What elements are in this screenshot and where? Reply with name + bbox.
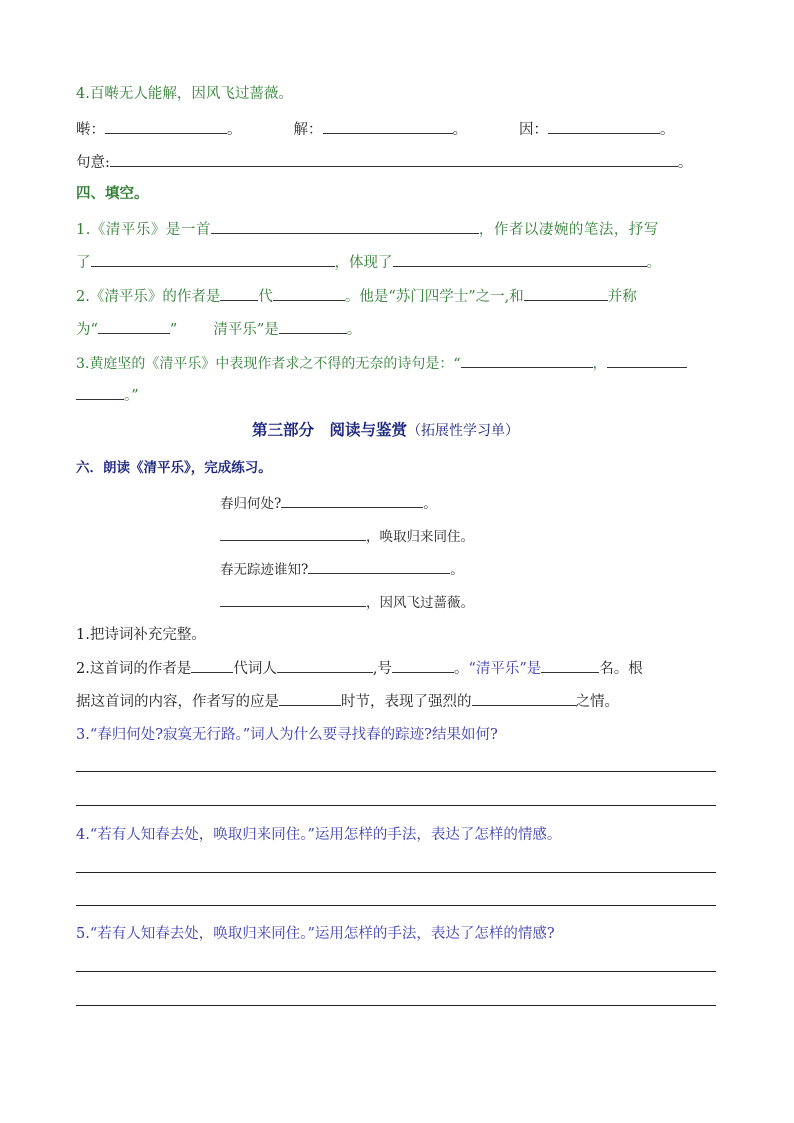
poem-blank-1[interactable] [281, 492, 423, 508]
question-4-text: 4.“若有人知春去处，唤取归来同住。”运用怎样的手法，表达了怎样的情感。 [76, 827, 562, 843]
fill-2-text-a: 2.《清平乐》的作者是 [76, 289, 221, 305]
poem-blank-3[interactable] [308, 558, 450, 574]
meaning-label: 句意: [76, 155, 110, 171]
q2-text-e: “清平乐”是 [468, 661, 542, 677]
zhuan-label: 啭： [76, 122, 105, 138]
poem-line-3-text: 春无踪迹谁知? [220, 562, 309, 578]
zhuan-blank[interactable] [105, 118, 227, 134]
fill-item-1-line-2 [76, 251, 661, 273]
fill-3-text-a: 3.黄庭坚的《清平乐》中表现作者求之不得的无奈的诗句是：“ [76, 356, 461, 372]
fill-3-blank-2a[interactable] [607, 352, 687, 368]
fill-1-text-d: ，体现了 [334, 255, 393, 271]
fill-1-blank-1[interactable] [211, 218, 479, 234]
poem-line-4 [220, 591, 474, 611]
question-1-text: 1.把诗词补充完整。 [76, 627, 206, 643]
period: 。 [677, 155, 693, 171]
fill-1-blank-2[interactable] [91, 251, 335, 267]
fill-3-blank-2b[interactable] [76, 384, 124, 400]
q2-blank-season[interactable] [279, 690, 341, 706]
fill-1-blank-3[interactable] [393, 251, 647, 267]
q2-text-f: 名。根 [599, 661, 643, 677]
part-3-subtitle: （拓展性学习单） [407, 423, 520, 439]
period: 。 [452, 122, 467, 138]
poem-line-1 [220, 492, 437, 512]
question-4 [76, 825, 561, 845]
fill-item-2-line-2 [76, 318, 361, 340]
answer-line-3a[interactable] [76, 771, 716, 772]
fill-2-blank-type[interactable] [279, 318, 347, 334]
question-2-line-2 [76, 690, 619, 712]
poem-line-4-text: ，因风飞过蔷薇。 [366, 595, 474, 611]
question-3-text: 3.“春归何处?寂寞无行路。”词人为什么要寻找春的踪迹?结果如何? [76, 727, 498, 743]
poem-line-2-text: ，唤取归来同住。 [366, 529, 474, 545]
period: 。 [660, 122, 675, 138]
question-2-line-1 [76, 657, 643, 679]
fill-2-text-c: 。他是“苏门四学士”之一,和 [344, 289, 524, 305]
q2-text-d: 。 [453, 661, 469, 677]
poem-blank-4[interactable] [220, 591, 366, 607]
fill-2-text-g: 清平乐”是 [213, 322, 279, 338]
section-6-title [76, 458, 272, 478]
jie-label: 解： [293, 122, 323, 138]
poem-line-3 [220, 558, 464, 578]
q2-text-i: 之情。 [575, 694, 619, 710]
q2-text-a: 2.这首词的作者是 [76, 661, 192, 677]
section-4-title [76, 184, 149, 204]
answer-line-5a[interactable] [76, 971, 716, 972]
answer-line-4a[interactable] [76, 872, 716, 873]
fill-item-2-line-1 [76, 285, 637, 307]
fill-3-text-c: 。” [124, 388, 139, 404]
period: 。 [227, 122, 242, 138]
fill-3-text-b: ， [592, 356, 607, 372]
fill-2-text-d: 并称 [607, 289, 637, 305]
yin-label: 因： [519, 122, 548, 138]
q2-blank-alias[interactable] [392, 657, 454, 673]
q2-blank-type[interactable] [541, 657, 599, 673]
question-5-text: 5.“若有人知春去处，唤取归来同住。”运用怎样的手法，表达了怎样的情感? [76, 926, 555, 942]
answer-line-4b[interactable] [76, 905, 716, 906]
q4-prompt-text: 4.百啭无人能解，因风飞过蔷薇。 [76, 86, 293, 102]
q4-meaning-line [76, 151, 692, 173]
fill-2-blank-dynasty[interactable] [220, 285, 258, 301]
poem-period: 。 [423, 496, 437, 512]
q2-text-c: ,号 [372, 661, 392, 677]
q2-blank-poet[interactable] [277, 657, 373, 673]
question-1 [76, 625, 206, 645]
fill-1-text-e: 。 [646, 255, 661, 271]
q4-word-blanks [76, 118, 675, 140]
poem-line-1-text: 春归何处? [220, 496, 282, 512]
answer-line-5b[interactable] [76, 1005, 716, 1006]
question-3 [76, 725, 498, 745]
jie-blank[interactable] [323, 118, 453, 134]
fill-1-text-a: 1.《清平乐》是一首 [76, 222, 211, 238]
section-6-title-text: 六．朗读《清平乐》，完成练习。 [76, 460, 272, 476]
section-4-title-text: 四、填空。 [76, 185, 149, 202]
fill-2-blank-author[interactable] [273, 285, 345, 301]
fill-2-blank-name[interactable] [98, 318, 170, 334]
fill-2-blank-peer[interactable] [524, 285, 608, 301]
q2-text-b: 代词人 [233, 661, 277, 677]
fill-item-3-line-2 [76, 384, 139, 406]
fill-item-1-line-1 [76, 218, 659, 240]
poem-blank-2[interactable] [220, 525, 366, 541]
part-3-title: 第三部分 阅读与鉴赏 [252, 420, 408, 439]
part-3-heading [252, 420, 519, 441]
fill-2-text-f: ” [169, 322, 178, 338]
fill-2-text-b: 代 [258, 289, 273, 305]
fill-1-text-c: 了 [76, 255, 91, 271]
fill-2-text-e: 为“ [76, 322, 98, 338]
question-5 [76, 924, 555, 944]
q2-text-g: 据这首词的内容，作者写的应是 [76, 694, 279, 710]
fill-1-text-b: ，作者以凄婉的笔法，抒写 [478, 222, 659, 238]
fill-3-blank-1[interactable] [461, 352, 593, 368]
fill-2-text-h: 。 [346, 322, 362, 338]
poem-period: 。 [450, 562, 464, 578]
meaning-blank[interactable] [110, 151, 678, 167]
fill-item-3-line-1 [76, 352, 687, 374]
poem-line-2 [220, 525, 474, 545]
q2-text-h: 时节，表现了强烈的 [341, 694, 472, 710]
yin-blank[interactable] [548, 118, 660, 134]
q2-blank-emotion[interactable] [472, 690, 576, 706]
q4-prompt [76, 84, 293, 104]
answer-line-3b[interactable] [76, 805, 716, 806]
q2-blank-dynasty[interactable] [191, 657, 233, 673]
